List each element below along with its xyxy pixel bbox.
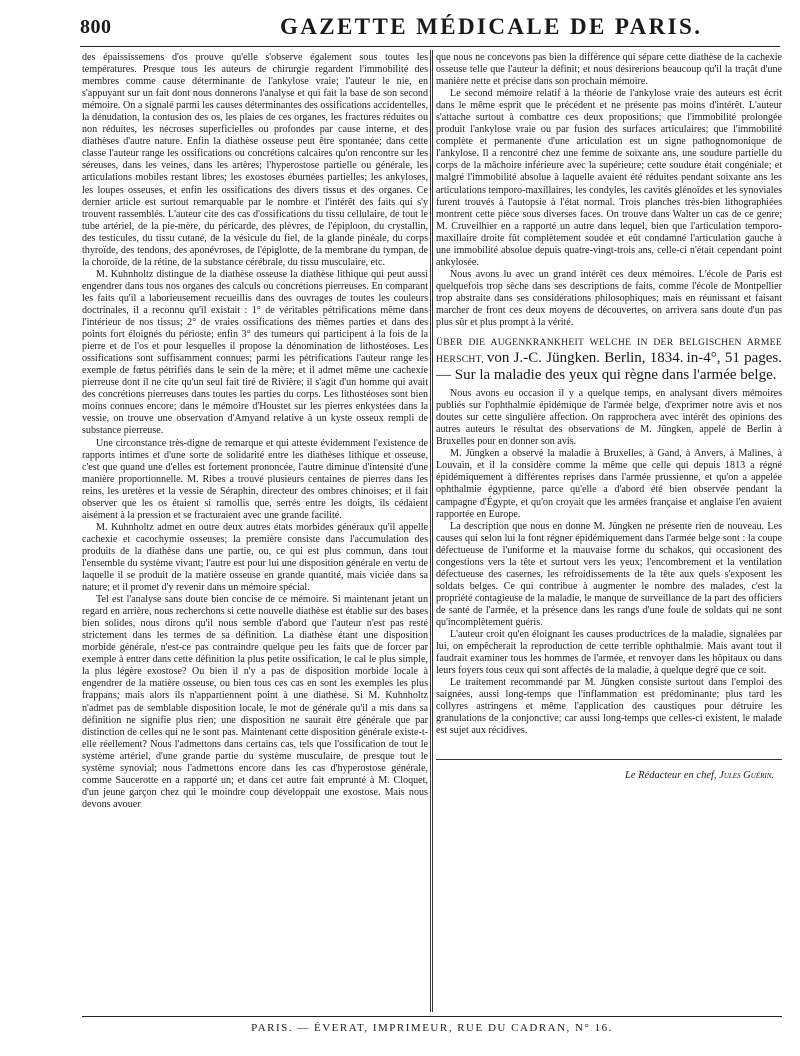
- author-place-year: von J.-C. Jüngken. Berlin, 1834.: [486, 350, 684, 367]
- right-paragraph-3: Nous avons lu avec un grand intérêt ces deux mémoires. L'école de Paris est quelquefois trop sèche dans ses descriptions de faits, comme l'école de Montpellier trop abstraite dans ses considérations philosophiques; mais en réunissant et faisant marcher de front ces deux moyens de découvertes, on arrivera sans doute d'un pas plus sûr et plus prompt à la vérité.: [436, 268, 782, 329]
- left-paragraph-2: M. Kuhnholtz distingue de la diathèse osseuse la diathèse lithique qui peut aussi engendrer dans tous nos organes des calculs ou concrétions pierreuses. En comparant les faits qu'il a laborieusement recueillis dans des ouvrages de toutes les couleurs doctrinales, il a reconnu qu'il existait : 1° de véritables pétrifications même dans l'intérieur de nos tissus; 2° de vraies ossifications des mêmes parties et dans des points fort éloignés du périoste; enfin 3° des tumeurs qui participent à la fois de la pierre et de l'os et pour lesquelles il propose la dénomination de lithostéoses. Les ossifications sont suffisamment connues; parmi les pétrifications l'auteur range les exemple de fœtus pétrifiés dans le sein de la mère; et il admet même une cachexie pierreuse dont il ne cite qu'un seul fait tiré de Rivière; il s'agit d'un homme qui avait des concrétions pierreuses dans toutes les parties du corps. Les lithostéoses sont bien moins connues encore; dans le mémoire d'Houstet sur les pierres enkystées dans la vessie, on trouve une observation d'Amyand relative à un kyste osseux rempli de substance pierreuse.: [82, 268, 428, 437]
- right-paragraph-5: M. Jüngken a observé la maladie à Bruxelles, à Gand, à Anvers, à Malines, à Louvain, et il la considère comme la même que celle qui depuis 1813 a régné épidémiquement à différentes reprises dans l'armée prussienne, et qu'on a appelée ophthalmie égyptienne, parce qu'elle a d'abord été bien observée pendant la campagne d'Égypte, et qu'on croyait que les armées française et anglaise l'en avaient rapportée en Europe.: [436, 448, 782, 520]
- left-paragraph-1: des épaississemens d'os prouve qu'elle s'observe également sous toutes les températures. Presque tous les auteurs de chirurgie regardent l'immobilité des membres comme cause déterminante de l'ankylose vraie; l'auteur le nie, en s'appuyant sur un fait dont nous donnerons l'analyse et qui fait la base de son second mémoire. On a signalé parmi les causes déterminantes des ossifications accidentelles, la dénudation, la contusion des os, les plaies de ces organes, les fractures réduites ou non réduites, les nécroses superficielles ou profondes par cause interne, et des diathèses d'autre nature. Enfin la diathèse osseuse peut être spontanée; dans cette classe l'auteur range les ossifications ou concrétions calcaires qu'on rencontre sur les séreuses, dans les veines, dans les artères; l'hyperostose partielle ou générale, les articulations mobiles restant libres; les exostoses éburnées partielles; les ankyloses, les loupes osseuses, et enfin les ossifications des divers tissus et des organes. Ce dernier article est surtout remarquable par le nombre et l'intérêt des faits qui s'y trouvent rassemblés. L'auteur cite des cas d'ossifications du tissu cellulaire, de tout le tube artériel, de la pie-mère, du péricarde, des plèvres, de l'épiploon, du crystallin, des testicules, du tissu cutané, de la vésicule du fiel, de la glande pinéale, du corps thyroïde, des tendons, des aponévroses, de l'épiglotte, de la membrane du tympan, de la choroïde, de la rétine, de la substance cérébrale, du tissu musculaire, etc.: [82, 52, 428, 268]
- right-paragraph-7: L'auteur croit qu'en éloignant les causes productrices de la maladie, signalées par lui, on empêcherait la reproduction de cette terrible ophthalmie. Mais avant tout il faudrait examiner tous les hommes de l'armée, et renvoyer dans les hôpitaux ou dans leurs foyers tous ceux qui sont affectés de la maladie, à quelque degré que ce soit.: [436, 629, 782, 677]
- column-divider: [430, 50, 433, 1012]
- bottom-rule: [82, 1016, 782, 1017]
- editor-rule: [436, 759, 782, 760]
- editor-name: Jules Guérin.: [719, 770, 774, 782]
- left-paragraph-5: Tel est l'analyse sans doute bien concise de ce mémoire. Si maintenant jetant un regard en arrière, nous recherchons si cette nouvelle diathèse est établie sur des bases bien solides, nous dirons qu'il nous semble d'abord que l'auteur n'est pas resté strictement dans les termes de sa définition. La diathèse étant une disposition morbide générale, n'est-ce pas contraindre quelque peu les faits que de forcer par exemple à entrer dans cette définition la plus petite ossification, le cal le plus simple, la plus légère exostose? Ou bien il n'y a pas de disposition morbide locale à engendrer de la matière osseuse, ou bien tous ces cas en sont les exemples les plus frappans; mais alors ils n'appartiennent point à une diathèse. Si M. Kuhnholtz n'admet pas de semblable disposition locale, le mot de générale qu'il a mis dans sa définition ne signifie plus rien; une disposition ne saurait être générale que par distinction de celles qui ne le sont pas. Maintenant cette disposition générale existe-t-elle réellement? Nous l'admettons dans certains cas, tels que l'ossification de tout le système artériel, d'une grande partie du système musculaire, de presque tout le système synovial; nous l'admettons encore dans les cas d'hyperostose générale, comme Saucerotte en a rapporté un; et dans cet autre fait emprunté à M. Cloquet, d'un jeune garçon chez qui le moindre coup développait une exostose. Mais nous devons avouer: [82, 594, 428, 810]
- right-paragraph-2: Le second mémoire relatif à la théorie de l'ankylose vraie des auteurs est écrit dans le même esprit que le précédent et ne présente pas moins d'intérêt. L'auteur s'attache surtout à combattre ces deux propositions; que l'immobilité prolongée produit l'ankylose vraie ou par fusion des surfaces articulaires; que l'immobilité complète et permanente d'une articulation est un signe pathognomonique de l'ankylose. Il a rencontré chez une femme de soixante ans, une soudure partielle du corps de la mâchoire inférieure avec la supérieure; cette soudure était congéniale; et malgré l'immobilité absolue à laquelle avaient été réduites pendant soixante ans les articulations temporo-maxillaires, les condyles, les cavités glénoïdes et les synoviales furent trouvés à l'autopsie à l'état normal. Trois planches très-bien lithographiées montrent cette pièce sous diverses faces. On trouve dans Walter un cas de ce genre; M. Cruveilhier en a rapporté un autre dans lequel, bien que l'articulation temporo-maxillaire droite fût complètement soudée et eût condamné l'articulation gauche à une immobilité absolue depuis quatre-vingt-trois ans, celle-ci n'était cependant point ankylosée.: [436, 88, 782, 268]
- right-paragraph-4: Nous avons eu occasion il y a quelque temps, en analysant divers mémoires publiés sur l'ophthalmie épidémique de l'armée belge, d'exprimer notre avis et nos doutes sur cette singulière affection. On rapprochera avec intérêt des opinions des autres auteurs le résultat des observations de M. Jüngken, appelé de Berlin à Bruxelles pour en donner son avis.: [436, 388, 782, 448]
- journal-title: GAZETTE MÉDICALE DE PARIS.: [280, 14, 703, 39]
- right-paragraph-6: La description que nous en donne M. Jüngken ne présente rien de nouveau. Les causes qui selon lui la font régner épidémiquement dans l'armée belge sont : la coupe défectueuse de l'uniforme et la mauvaise forme du schakos, qui occasionent des congestions vers la tête et surtout vers les yeux; l'encombrement et la ventilation défectueuse des casernes, les refroidissements de la tête aux quels s'exposent les soldats belges. Ce qui contribue à augmenter le nombre des malades, c'est la propriété contagieuse de la maladie, le manque de surveillance de la part des officiers de santé de l'armée, et la présence dans les rangs d'une foule de soldats qui ne sont qu'incomplètement guéris.: [436, 520, 782, 628]
- editor-label: Le Rédacteur en chef,: [625, 770, 717, 782]
- right-column: [436, 52, 782, 997]
- left-paragraph-3: Une circonstance très-digne de remarque et qui atteste évidemment l'existence de rapports intimes et d'une sorte de solidarité entre les diathèses lithique et osseuse, c'est que quand une d'elles est fortement prononcée, l'autre diminue d'intensité d'une manière proportionnelle. M. Ribes a trouvé plusieurs centaines de pierres dans les reins, les uretères et la vessie de Séraphin, directeur des ombres chinoises; et il fait observer que les os étaient si ramollis que, serrés entre les doigts, ils cédaient aisément à la pression et se fracturaient avec une grande facilité.: [82, 437, 428, 521]
- left-paragraph-4: M. Kuhnholtz admet en outre deux autres états morbides généraux qu'il appelle cachexie et cacochymie osseuses; la première consiste dans l'accumulation des produits de la diathèse dans une partie, ou, ce qui est plus commun, dans tout l'ensemble du système vivant; l'autre est pour lui une disposition générale en vertu de laquelle il se produit de la matière osseuse en grande quantité, mais viciée dans sa nature; et il promet d'y revenir dans un mémoire spécial.: [82, 521, 428, 594]
- editor-signature: [436, 770, 782, 782]
- printer-colophon: PARIS. — ÉVERAT, IMPRIMEUR, RUE DU CADRAN, N° 16.: [251, 1022, 613, 1034]
- right-paragraph-8: Le traitement recommandé par M. Jüngken consiste surtout dans l'emploi des saignées, aussi long-temps que l'inflammation est prédominante; plus tard les collyres astringens et même l'application des caustiques pour détruire les granulations de la conjonctive; car aussi long-temps que celles-ci existent, le malade est sujet aux récidives.: [436, 677, 782, 737]
- masthead: [80, 12, 780, 44]
- page-number: 800: [80, 16, 112, 38]
- top-rule: [80, 46, 780, 47]
- format-and-french-title: in-4°, 51 pages. — Sur la maladie des yeux qui règne dans l'armée belge.: [436, 350, 782, 384]
- article-heading: [436, 335, 782, 384]
- german-title: ÜBER DIE AUGENKRANKHEIT WELCHE IN DER BELGISCHEN ARMEE HERSCHT,: [436, 337, 782, 366]
- left-column: [82, 52, 428, 1012]
- right-paragraph-1: que nous ne concevons pas bien la différence qui sépare cette diathèse de la cachexie osseuse telle que l'auteur la définit; et nous désirerions beaucoup qu'il la traçât d'une manière nette et précise dans son prochain mémoire.: [436, 52, 782, 88]
